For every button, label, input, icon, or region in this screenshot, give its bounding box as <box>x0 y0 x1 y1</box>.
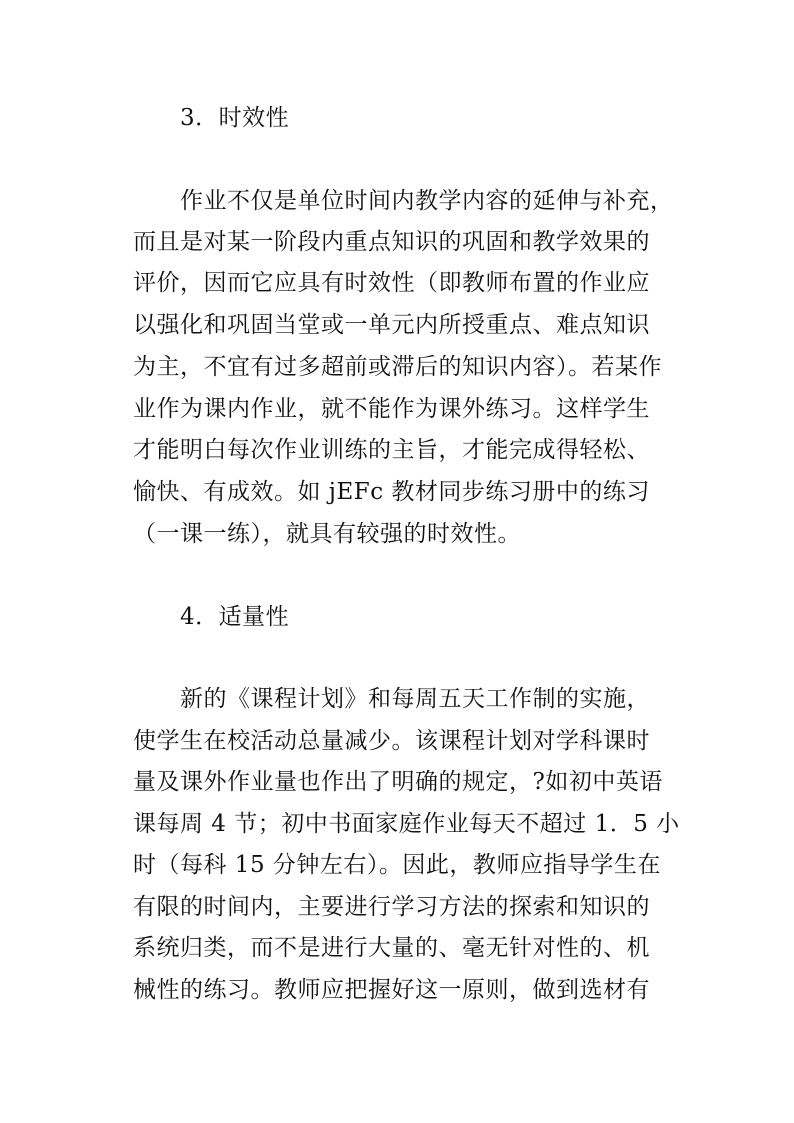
paragraph-line: 作业不仅是单位时间内教学内容的延伸与补充， <box>180 188 674 214</box>
paragraph-line: 系统归类，而不是进行大量的、毫无针对性的、机 <box>133 935 650 961</box>
paragraph-line: 械性的练习。教师应把握好这一原则，做到选材有 <box>133 977 650 1003</box>
paragraph-line: 以强化和巩固当堂或一单元内所授重点、难点知识 <box>133 312 650 338</box>
paragraph-line: 评价，因而它应具有时效性（即教师布置的作业应 <box>133 270 650 296</box>
paragraph-line: 愉快、有成效。如 jEFc 教材同步练习册中的练习 <box>133 479 650 505</box>
paragraph-line: 课每周 4 节；初中书面家庭作业每天不超过 1．5 小 <box>133 811 680 837</box>
paragraph-line: （一课一练），就具有较强的时效性。 <box>133 521 521 547</box>
paragraph-line: 才能明白每次作业训练的主旨，才能完成得轻松、 <box>133 437 650 463</box>
paragraph-line: 量及课外作业量也作出了明确的规定，?如初中英语 <box>133 769 663 795</box>
paragraph-line: 有限的时间内，主要进行学习方法的探索和知识的 <box>133 894 650 920</box>
paragraph-line: 使学生在校活动总量减少。该课程计划对学科课时 <box>133 728 650 754</box>
paragraph-line: 而且是对某一阶段内重点知识的巩固和教学效果的 <box>133 229 650 255</box>
section-heading: 4．适量性 <box>180 604 290 630</box>
paragraph-line: 时（每科 15 分钟左右）。因此，教师应指导学生在 <box>133 852 661 878</box>
section-heading: 3．时效性 <box>180 105 290 131</box>
paragraph-line: 为主，不宜有过多超前或滞后的知识内容）。若某作 <box>133 354 662 380</box>
paragraph-line: 新的《课程计划》和每周五天工作制的实施， <box>180 686 650 712</box>
paragraph-line: 业作为课内作业，就不能作为课外练习。这样学生 <box>133 396 650 422</box>
